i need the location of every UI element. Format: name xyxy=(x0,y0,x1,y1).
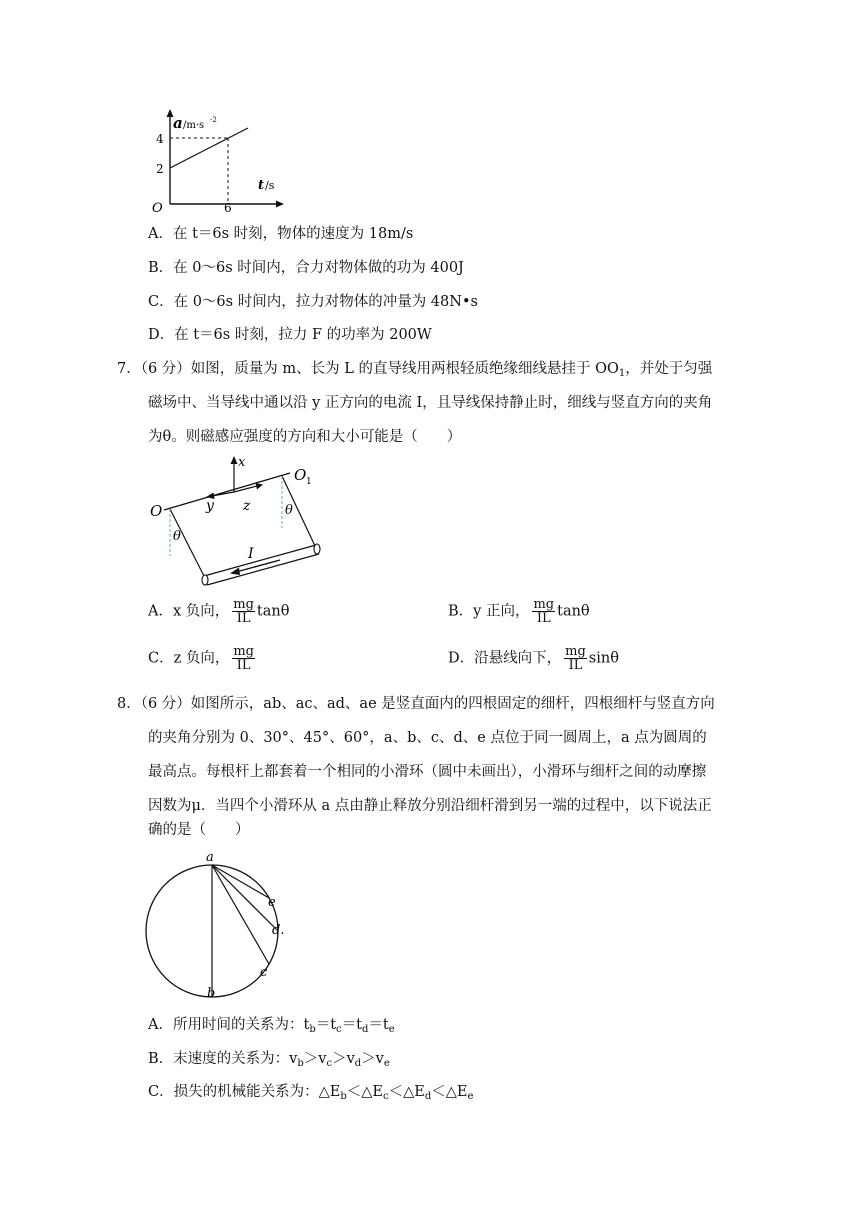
axis-t-unit: /s xyxy=(265,179,275,192)
q8-option-c: C．损失的机械能关系为：$\triangle E_b<\triangle E_c<\triangle E_d<\triangle E_e$ xyxy=(148,1084,474,1102)
point-e-label: e xyxy=(268,895,276,910)
q6-option-d: D．在 t＝6s 时刻，拉力 F 的功率为 200W xyxy=(148,327,432,343)
theta-right-label: θ xyxy=(285,503,293,518)
point-o1-subscript: 1 xyxy=(306,477,312,487)
tick-2: 2 xyxy=(156,162,164,176)
tick-6: 6 xyxy=(224,201,232,215)
fraction-mg-over-il: $\frac{mg}{IL}$ xyxy=(233,597,254,626)
axis-t-label: t xyxy=(258,178,265,193)
q7-option-a: A．x 负向， $\frac{mg}{IL}$ tanθ xyxy=(148,597,290,626)
q8-stem-line-2: 的夹角分别为 0、30°、45°、60°，a、b、c、d、e 点位于同一圆周上，a 点为圆周的 xyxy=(148,730,707,746)
q8-option-a: A．所用时间的关系为：$t_b=t_c=t_d=t_e$ xyxy=(148,1017,395,1035)
graph-data-line xyxy=(170,128,248,168)
q8-stem-line-3: 最高点。每根杆上都套着一个相同的小滑环（圆中未画出），小滑环与细杆之间的动摩擦 xyxy=(148,764,707,780)
theta-left-label: θ xyxy=(173,529,181,544)
q7-stem-line-2: 磁场中、当导线中通以沿 y 正方向的电流 I，且导线保持静止时，细线与竖直方向的夹角 xyxy=(148,395,713,411)
point-o-label: O xyxy=(150,502,163,520)
point-c-label: c xyxy=(260,965,268,980)
acceleration-time-graph xyxy=(148,106,288,216)
q8-option-b: B．末速度的关系为：$v_b>v_c>v_d>v_e$ xyxy=(148,1051,390,1069)
axis-x-label: x xyxy=(238,455,246,470)
axis-a-exponent: -2 xyxy=(210,116,217,124)
axis-a-unit: /m·s xyxy=(183,120,205,131)
current-label: I xyxy=(248,546,254,562)
fraction-mg-over-il: $\frac{mg}{IL}$ xyxy=(565,644,586,673)
point-o1-label: O xyxy=(294,466,307,484)
q7-option-d: D．沿悬线向下， $\frac{mg}{IL}$ sinθ xyxy=(448,644,619,673)
q7-option-b: B．y 正向， $\frac{mg}{IL}$ tanθ xyxy=(448,597,590,626)
point-d-label: d. xyxy=(272,923,285,938)
point-b-label: b xyxy=(207,986,216,1000)
q8-stem-line-4: 因数为μ．当四个小滑环从 a 点由静止释放分别沿细杆滑到另一端的过程中，以下说法正 xyxy=(148,798,712,814)
axis-y-label: y xyxy=(206,498,214,514)
q7-stem-line-3: 为θ。则磁感应强度的方向和大小可能是（ ） xyxy=(148,429,462,445)
fraction-mg-over-il: $\frac{mg}{IL}$ xyxy=(233,644,254,673)
q7-option-c: C．z 负向， $\frac{mg}{IL}$ xyxy=(148,644,254,673)
point-a-label: a xyxy=(206,850,214,865)
q6-option-b: B．在 0～6s 时间内，合力对物体做的功为 400J xyxy=(148,260,464,276)
origin-label: O xyxy=(152,201,163,216)
fraction-mg-over-il: $\frac{mg}{IL}$ xyxy=(533,597,555,626)
q6-option-c: C．在 0～6s 时间内，拉力对物体的冲量为 48N•s xyxy=(148,294,478,310)
q7-wire-figure xyxy=(148,448,338,588)
q8-circle-rods-figure xyxy=(140,850,290,1000)
axis-a-label: a xyxy=(173,114,183,132)
tick-4: 4 xyxy=(156,132,164,146)
q7-stem-line-1: 7．（6 分）如图，质量为 m、长为 L 的直导线用两根轻质绝缘细线悬挂于 $OO_1$，并处于匀强 xyxy=(117,361,713,379)
q8-stem-line-1: 8．（6 分）如图所示，ab、ac、ad、ae 是竖直面内的四根固定的细杆，四根细杆与竖直方向 xyxy=(117,696,715,712)
q8-stem-line-5: 确的是（ ） xyxy=(148,822,250,838)
axis-z-label: z xyxy=(243,498,251,514)
q6-option-a: A．在 t＝6s 时刻，物体的速度为 18m/s xyxy=(148,226,414,242)
